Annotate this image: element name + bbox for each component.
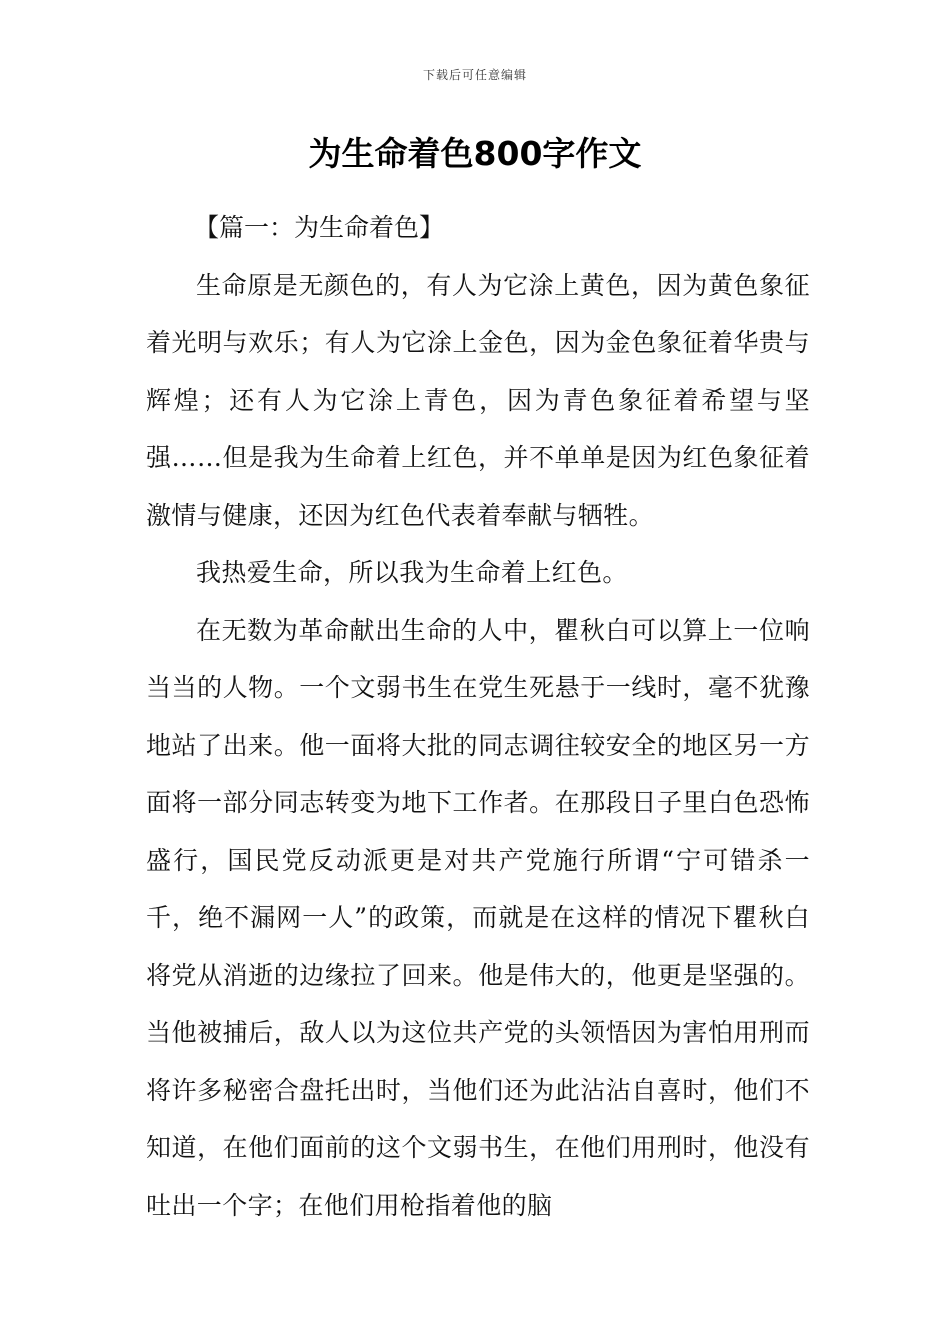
paragraph-1: 生命原是无颜色的，有人为它涂上黄色，因为黄色象征着光明与欢乐；有人为它涂上金色，因为金色象征着华贵与辉煌；还有人为它涂上青色，因为青色象征着希望与坚强……但是我为生命着上红色，并不单单是因为红色象征着激情与健康，还因为红色代表着奉献与牺牲。 bbox=[146, 270, 810, 530]
section-label: 【篇一：为生命着色】 bbox=[194, 213, 445, 242]
page-header-note: 下载后可任意编辑 bbox=[422, 68, 527, 82]
document-body bbox=[146, 199, 810, 1234]
document-title: 为生命着色800字作文 bbox=[308, 134, 642, 173]
paragraph-2: 我热爱生命，所以我为生命着上红色。 bbox=[196, 558, 628, 587]
paragraph-3: 在无数为革命献出生命的人中，瞿秋白可以算上一位响当当的人物。一个文弱书生在党生死悬于一线时，毫不犹豫地站了出来。他一面将大批的同志调往较安全的地区另一方面将一部分同志转变为地下工作者。在那段日子里白色恐怖盛行，国民党反动派更是对共产党施行所谓“宁可错杀一千，绝不漏网一人”的政策，而就是在这样的情况下瞿秋白将党从消逝的边缘拉了回来。他是伟大的，他更是坚强的。当他被捕后，敌人以为这位共产党的头领悟因为害怕用刑而将许多秘密合盘托出时，当他们还为此沾沾自喜时，他们不知道，在他们面前的这个文弱书生，在他们用刑时，他没有吐出一个字；在他们用枪指着他的脑 bbox=[146, 615, 810, 1220]
